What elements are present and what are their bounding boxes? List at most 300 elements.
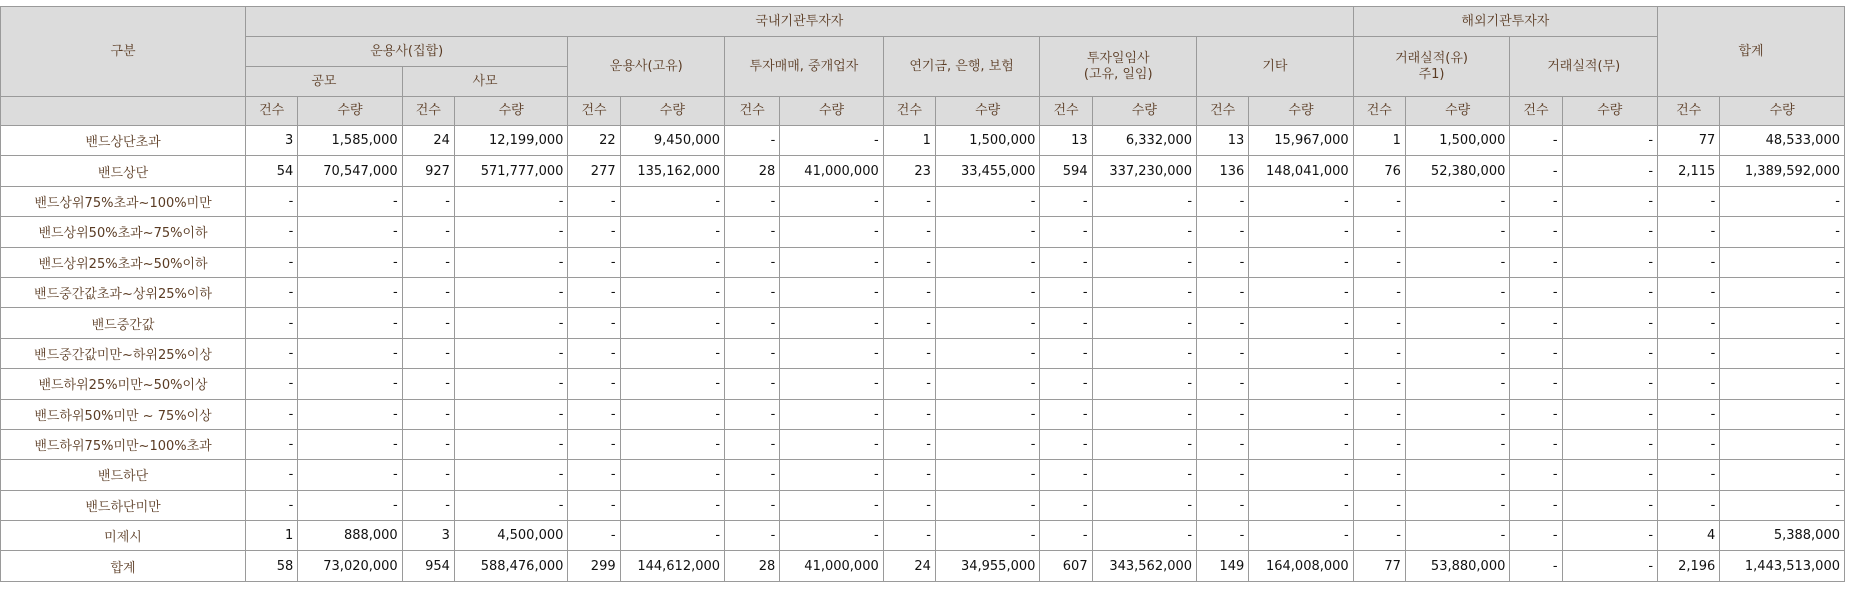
count-cell: - <box>725 217 780 247</box>
count-cell: - <box>568 247 620 277</box>
quantity-subheader: 수량 <box>1092 97 1196 126</box>
count-cell: - <box>883 369 935 399</box>
table-row <box>1 399 1845 429</box>
count-cell: 277 <box>568 156 620 186</box>
quantity-cell: 52,380,000 <box>1405 156 1509 186</box>
count-cell: - <box>1197 338 1249 368</box>
count-cell: - <box>246 308 298 338</box>
quantity-cell: - <box>298 490 402 520</box>
count-cell: - <box>246 429 298 459</box>
quantity-cell: - <box>1720 399 1845 429</box>
count-subheader: 건수 <box>1658 97 1720 126</box>
quantity-cell: - <box>780 247 883 277</box>
count-cell: - <box>246 217 298 247</box>
trade-record-no-header: 거래실적(무) <box>1510 37 1658 97</box>
quantity-cell: - <box>1249 429 1353 459</box>
count-cell: - <box>1040 460 1092 490</box>
quantity-cell: - <box>1562 308 1657 338</box>
count-cell: - <box>402 399 454 429</box>
table-body <box>1 126 1845 582</box>
count-cell: - <box>1353 217 1405 247</box>
row-category-label: 합계 <box>1 551 246 581</box>
count-cell: - <box>1658 217 1720 247</box>
quantity-cell: - <box>1092 338 1196 368</box>
quantity-cell: - <box>1720 338 1845 368</box>
count-cell: - <box>1510 429 1562 459</box>
quantity-cell: - <box>454 429 567 459</box>
quantity-cell: - <box>1562 399 1657 429</box>
count-cell: - <box>1040 490 1092 520</box>
count-cell: - <box>1510 490 1562 520</box>
count-cell: 22 <box>568 126 620 156</box>
table-row <box>1 429 1845 459</box>
count-cell: 1 <box>246 521 298 551</box>
count-cell: - <box>1040 217 1092 247</box>
count-cell: - <box>1353 338 1405 368</box>
quantity-cell: - <box>620 308 724 338</box>
quantity-cell: - <box>1720 217 1845 247</box>
count-cell: - <box>725 338 780 368</box>
quantity-cell: - <box>1562 247 1657 277</box>
quantity-subheader: 수량 <box>1405 97 1509 126</box>
quantity-cell: - <box>935 277 1039 307</box>
quantity-cell: - <box>620 217 724 247</box>
table-row <box>1 460 1845 490</box>
count-cell: 77 <box>1353 551 1405 581</box>
quantity-cell: - <box>935 308 1039 338</box>
quantity-cell: 15,967,000 <box>1249 126 1353 156</box>
quantity-cell: - <box>1562 369 1657 399</box>
quantity-cell: 1,389,592,000 <box>1720 156 1845 186</box>
count-cell: - <box>402 186 454 216</box>
count-cell: - <box>883 460 935 490</box>
quantity-cell: - <box>1249 277 1353 307</box>
trade-record-yes-line1: 거래실적(유) <box>1395 50 1468 66</box>
quantity-cell: - <box>1405 521 1509 551</box>
count-cell: - <box>1197 247 1249 277</box>
quantity-cell: - <box>1092 460 1196 490</box>
quantity-cell: - <box>1249 186 1353 216</box>
discretionary-header-line2: (고유, 일임) <box>1083 66 1153 82</box>
quantity-cell: - <box>1092 217 1196 247</box>
row-category-label: 밴드하단미만 <box>1 490 246 520</box>
count-cell: - <box>402 338 454 368</box>
quantity-cell: - <box>1720 429 1845 459</box>
quantity-cell: - <box>298 369 402 399</box>
count-cell: - <box>246 490 298 520</box>
count-cell: - <box>246 399 298 429</box>
quantity-cell: - <box>935 217 1039 247</box>
count-cell: - <box>246 277 298 307</box>
quantity-cell: 5,388,000 <box>1720 521 1845 551</box>
count-cell: - <box>1040 369 1092 399</box>
count-cell: - <box>1040 277 1092 307</box>
quantity-cell: - <box>1405 277 1509 307</box>
category-header: 구분 <box>1 7 246 97</box>
quantity-cell: - <box>1249 308 1353 338</box>
quantity-cell: - <box>1249 490 1353 520</box>
quantity-cell: - <box>1092 247 1196 277</box>
quantity-cell: 888,000 <box>298 521 402 551</box>
trade-record-yes-line2: 주1) <box>1418 66 1445 82</box>
count-cell: - <box>568 521 620 551</box>
count-cell: 58 <box>246 551 298 581</box>
quantity-cell: - <box>1405 490 1509 520</box>
quantity-cell: 33,455,000 <box>935 156 1039 186</box>
count-cell: - <box>568 460 620 490</box>
quantity-cell: - <box>1562 186 1657 216</box>
quantity-cell: - <box>1405 308 1509 338</box>
count-cell: - <box>1658 247 1720 277</box>
quantity-subheader: 수량 <box>620 97 724 126</box>
count-cell: 4 <box>1658 521 1720 551</box>
allocation-table-container <box>0 6 1845 582</box>
count-subheader: 건수 <box>246 97 298 126</box>
count-cell: - <box>1658 186 1720 216</box>
quantity-cell: - <box>1562 521 1657 551</box>
sub-header-row <box>1 97 1845 126</box>
count-subheader: 건수 <box>725 97 780 126</box>
count-cell: 28 <box>725 551 780 581</box>
quantity-cell: 1,443,513,000 <box>1720 551 1845 581</box>
quantity-cell: - <box>620 247 724 277</box>
count-cell: 927 <box>402 156 454 186</box>
quantity-cell: - <box>620 369 724 399</box>
count-cell: - <box>1510 551 1562 581</box>
count-cell: - <box>1197 490 1249 520</box>
table-row <box>1 551 1845 581</box>
count-cell: - <box>1353 521 1405 551</box>
quantity-cell: - <box>1562 217 1657 247</box>
row-category-label: 밴드상단 <box>1 156 246 186</box>
private-offering-header: 사모 <box>402 67 568 97</box>
quantity-cell: - <box>454 338 567 368</box>
quantity-cell: - <box>298 308 402 338</box>
count-cell: - <box>246 247 298 277</box>
quantity-cell: 343,562,000 <box>1092 551 1196 581</box>
row-category-label: 밴드중간값미만~하위25%이상 <box>1 338 246 368</box>
quantity-cell: - <box>298 399 402 429</box>
quantity-cell: - <box>298 338 402 368</box>
quantity-cell: 148,041,000 <box>1249 156 1353 186</box>
count-cell: - <box>1658 490 1720 520</box>
table-row <box>1 156 1845 186</box>
quantity-cell: - <box>1562 429 1657 459</box>
count-cell: - <box>1658 338 1720 368</box>
row-category-label: 밴드하위50%미만 ~ 75%이상 <box>1 399 246 429</box>
quantity-cell: 6,332,000 <box>1092 126 1196 156</box>
quantity-subheader: 수량 <box>780 97 883 126</box>
count-cell: - <box>1353 369 1405 399</box>
count-cell: - <box>402 217 454 247</box>
table-row <box>1 521 1845 551</box>
count-cell: - <box>1510 126 1562 156</box>
count-cell: - <box>725 277 780 307</box>
count-cell: - <box>883 490 935 520</box>
count-cell: - <box>1510 460 1562 490</box>
total-header: 합계 <box>1658 7 1845 97</box>
count-cell: - <box>1197 277 1249 307</box>
quantity-cell: - <box>1562 156 1657 186</box>
count-cell: - <box>1510 217 1562 247</box>
quantity-cell: - <box>935 186 1039 216</box>
count-cell: 24 <box>402 126 454 156</box>
count-cell: - <box>1658 460 1720 490</box>
count-cell: 2,196 <box>1658 551 1720 581</box>
quantity-subheader: 수량 <box>1249 97 1353 126</box>
row-category-label: 밴드중간값 <box>1 308 246 338</box>
count-cell: 24 <box>883 551 935 581</box>
quantity-cell: - <box>1405 399 1509 429</box>
quantity-cell: - <box>1562 126 1657 156</box>
count-cell: - <box>883 338 935 368</box>
quantity-cell: - <box>1720 186 1845 216</box>
count-subheader: 건수 <box>883 97 935 126</box>
quantity-cell: - <box>620 521 724 551</box>
quantity-cell: - <box>1562 551 1657 581</box>
count-cell: 594 <box>1040 156 1092 186</box>
count-cell: - <box>568 277 620 307</box>
count-cell: - <box>1040 247 1092 277</box>
count-cell: - <box>725 369 780 399</box>
quantity-cell: - <box>1720 490 1845 520</box>
foreign-investors-header: 해외기관투자자 <box>1353 7 1657 37</box>
quantity-cell: - <box>454 308 567 338</box>
quantity-cell: - <box>780 126 883 156</box>
table-row <box>1 247 1845 277</box>
count-subheader: 건수 <box>1197 97 1249 126</box>
count-cell: - <box>1040 429 1092 459</box>
trade-record-yes-header <box>1353 37 1510 97</box>
count-subheader: 건수 <box>1040 97 1092 126</box>
quantity-cell: - <box>298 277 402 307</box>
quantity-cell: - <box>620 490 724 520</box>
quantity-cell: - <box>1562 277 1657 307</box>
count-cell: - <box>402 308 454 338</box>
count-cell: - <box>725 429 780 459</box>
table-row <box>1 126 1845 156</box>
quantity-cell: - <box>1720 277 1845 307</box>
count-cell: - <box>1510 338 1562 368</box>
invest-trading-broker-header: 투자매매, 중개업자 <box>725 37 884 97</box>
count-cell: - <box>1040 399 1092 429</box>
quantity-cell: - <box>780 186 883 216</box>
quantity-cell: - <box>454 277 567 307</box>
count-cell: - <box>1353 247 1405 277</box>
quantity-cell: 1,500,000 <box>935 126 1039 156</box>
count-cell: - <box>1353 429 1405 459</box>
quantity-cell: - <box>1405 217 1509 247</box>
count-cell: - <box>402 277 454 307</box>
quantity-cell: - <box>1249 521 1353 551</box>
count-cell: - <box>402 247 454 277</box>
count-cell: - <box>1353 308 1405 338</box>
quantity-cell: - <box>935 490 1039 520</box>
count-cell: - <box>1040 521 1092 551</box>
count-cell: 3 <box>246 126 298 156</box>
quantity-cell: - <box>454 399 567 429</box>
quantity-subheader: 수량 <box>935 97 1039 126</box>
count-cell: - <box>725 186 780 216</box>
count-cell: - <box>568 186 620 216</box>
quantity-cell: - <box>935 460 1039 490</box>
count-cell: - <box>883 247 935 277</box>
count-cell: - <box>1658 399 1720 429</box>
table-row <box>1 369 1845 399</box>
count-cell: - <box>883 186 935 216</box>
count-cell: - <box>1510 247 1562 277</box>
quantity-cell: - <box>298 217 402 247</box>
table-row <box>1 277 1845 307</box>
allocation-table <box>0 6 1845 582</box>
count-cell: - <box>1353 490 1405 520</box>
count-cell: - <box>246 369 298 399</box>
count-cell: - <box>568 490 620 520</box>
count-cell: - <box>1510 369 1562 399</box>
quantity-cell: 12,199,000 <box>454 126 567 156</box>
count-cell: - <box>1040 308 1092 338</box>
count-cell: - <box>1197 429 1249 459</box>
count-cell: - <box>402 369 454 399</box>
quantity-cell: - <box>1092 521 1196 551</box>
count-cell: 23 <box>883 156 935 186</box>
quantity-cell: - <box>620 460 724 490</box>
count-cell: - <box>1658 308 1720 338</box>
count-cell: 28 <box>725 156 780 186</box>
quantity-cell: 144,612,000 <box>620 551 724 581</box>
count-cell: - <box>402 490 454 520</box>
quantity-cell: - <box>1092 308 1196 338</box>
count-cell: - <box>883 308 935 338</box>
count-cell: - <box>725 521 780 551</box>
count-cell: - <box>1353 186 1405 216</box>
count-cell: - <box>1197 399 1249 429</box>
quantity-cell: - <box>780 369 883 399</box>
count-cell: - <box>1040 186 1092 216</box>
table-row <box>1 338 1845 368</box>
count-cell: - <box>402 429 454 459</box>
count-cell: - <box>1197 308 1249 338</box>
quantity-cell: - <box>620 429 724 459</box>
quantity-cell: - <box>1405 186 1509 216</box>
count-cell: 1 <box>883 126 935 156</box>
discretionary-header-line1: 투자일임사 <box>1086 50 1150 66</box>
count-cell: - <box>568 369 620 399</box>
count-cell: 136 <box>1197 156 1249 186</box>
quantity-cell: - <box>454 369 567 399</box>
count-cell: - <box>1197 186 1249 216</box>
row-category-label: 미제시 <box>1 521 246 551</box>
quantity-cell: 4,500,000 <box>454 521 567 551</box>
quantity-cell: - <box>1405 247 1509 277</box>
other-header: 기타 <box>1197 37 1354 97</box>
quantity-cell: - <box>620 338 724 368</box>
count-cell: - <box>568 429 620 459</box>
count-cell: - <box>883 277 935 307</box>
count-cell: 954 <box>402 551 454 581</box>
quantity-cell: - <box>780 460 883 490</box>
count-cell: 77 <box>1658 126 1720 156</box>
count-cell: - <box>725 399 780 429</box>
count-cell: 299 <box>568 551 620 581</box>
quantity-cell: - <box>1562 460 1657 490</box>
quantity-cell: 135,162,000 <box>620 156 724 186</box>
quantity-cell: - <box>454 217 567 247</box>
quantity-cell: - <box>1092 186 1196 216</box>
count-cell: 2,115 <box>1658 156 1720 186</box>
count-cell: - <box>1510 308 1562 338</box>
quantity-cell: - <box>1405 338 1509 368</box>
asset-manager-own-header: 운용사(고유) <box>568 37 725 97</box>
quantity-cell: - <box>1249 369 1353 399</box>
count-cell: - <box>883 399 935 429</box>
count-cell: 54 <box>246 156 298 186</box>
quantity-cell: 41,000,000 <box>780 156 883 186</box>
count-cell: - <box>883 217 935 247</box>
quantity-cell: - <box>1405 369 1509 399</box>
count-cell: - <box>725 490 780 520</box>
count-subheader: 건수 <box>1353 97 1405 126</box>
count-cell: - <box>568 399 620 429</box>
quantity-cell: 73,020,000 <box>298 551 402 581</box>
asset-manager-collective-header: 운용사(집합) <box>246 37 568 67</box>
quantity-cell: 1,585,000 <box>298 126 402 156</box>
quantity-cell: - <box>935 369 1039 399</box>
count-subheader: 건수 <box>568 97 620 126</box>
table-row <box>1 308 1845 338</box>
quantity-cell: - <box>1092 277 1196 307</box>
row-category-label: 밴드중간값초과~상위25%이하 <box>1 277 246 307</box>
count-cell: - <box>568 308 620 338</box>
quantity-cell: - <box>935 399 1039 429</box>
count-cell: - <box>725 247 780 277</box>
count-cell: 13 <box>1197 126 1249 156</box>
domestic-investors-header: 국내기관투자자 <box>246 7 1354 37</box>
quantity-cell: - <box>454 247 567 277</box>
quantity-cell: - <box>1405 429 1509 459</box>
quantity-cell: 41,000,000 <box>780 551 883 581</box>
row-category-label: 밴드상단초과 <box>1 126 246 156</box>
quantity-cell: - <box>1249 217 1353 247</box>
quantity-cell: - <box>1092 369 1196 399</box>
count-cell: - <box>246 338 298 368</box>
quantity-cell: - <box>1562 338 1657 368</box>
count-cell: 607 <box>1040 551 1092 581</box>
quantity-cell: 337,230,000 <box>1092 156 1196 186</box>
count-cell: - <box>883 429 935 459</box>
count-subheader: 건수 <box>402 97 454 126</box>
quantity-cell: 48,533,000 <box>1720 126 1845 156</box>
table-row <box>1 490 1845 520</box>
count-cell: 3 <box>402 521 454 551</box>
row-category-label: 밴드하단 <box>1 460 246 490</box>
count-cell: - <box>568 338 620 368</box>
count-cell: - <box>1510 156 1562 186</box>
quantity-cell: - <box>780 490 883 520</box>
category-subheader-blank <box>1 97 246 126</box>
quantity-cell: - <box>1720 460 1845 490</box>
quantity-subheader: 수량 <box>1562 97 1657 126</box>
quantity-cell: - <box>298 460 402 490</box>
count-cell: 13 <box>1040 126 1092 156</box>
quantity-subheader: 수량 <box>298 97 402 126</box>
quantity-cell: - <box>298 429 402 459</box>
quantity-cell: - <box>1405 460 1509 490</box>
row-category-label: 밴드하위75%미만~100%초과 <box>1 429 246 459</box>
quantity-cell: - <box>1249 247 1353 277</box>
quantity-cell: 53,880,000 <box>1405 551 1509 581</box>
count-cell: - <box>1040 338 1092 368</box>
